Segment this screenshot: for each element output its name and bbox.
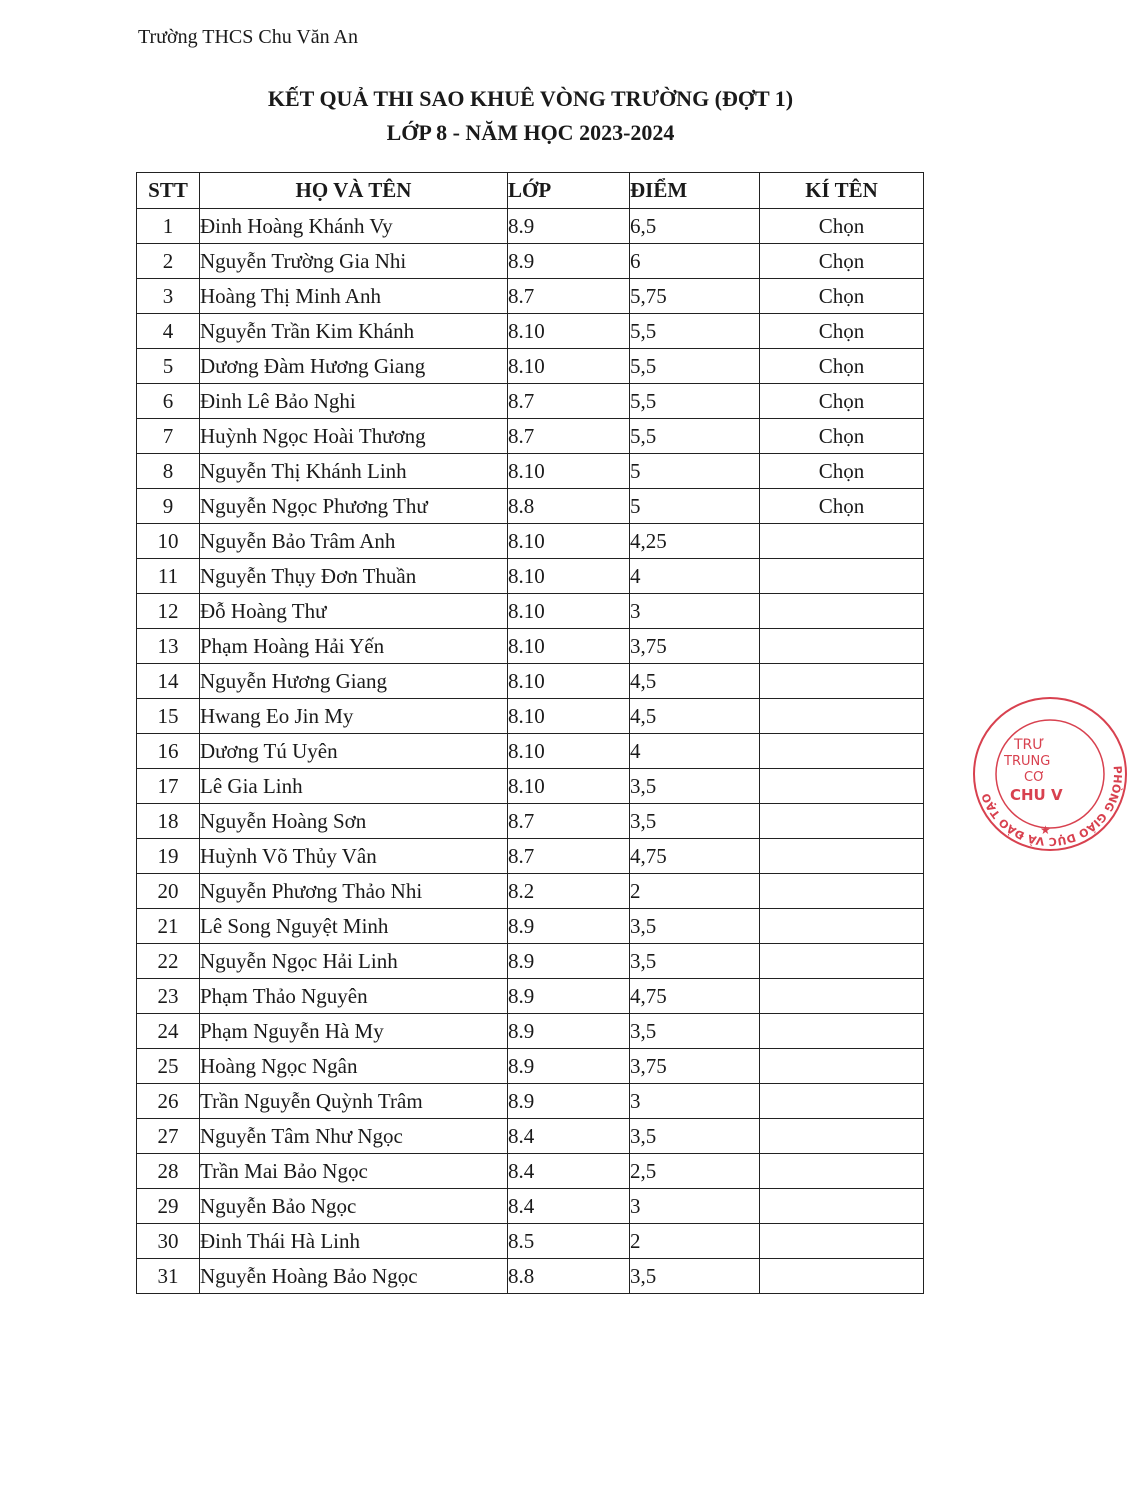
table-row bbox=[137, 874, 924, 909]
cell-stt: 3 bbox=[137, 279, 200, 314]
cell-score: 3,75 bbox=[630, 629, 760, 664]
cell-score: 3,5 bbox=[630, 944, 760, 979]
cell-score: 2 bbox=[630, 874, 760, 909]
cell-sign bbox=[760, 524, 924, 559]
table-row bbox=[137, 769, 924, 804]
cell-stt: 13 bbox=[137, 629, 200, 664]
cell-sign bbox=[760, 734, 924, 769]
cell-stt: 29 bbox=[137, 1189, 200, 1224]
cell-sign: Chọn bbox=[760, 349, 924, 384]
cell-score: 3 bbox=[630, 1189, 760, 1224]
cell-sign: Chọn bbox=[760, 384, 924, 419]
table-row bbox=[137, 1154, 924, 1189]
cell-class: 8.7 bbox=[508, 419, 630, 454]
cell-class: 8.4 bbox=[508, 1189, 630, 1224]
cell-stt: 10 bbox=[137, 524, 200, 559]
table-row bbox=[137, 1259, 924, 1294]
header-sign: KÍ TÊN bbox=[760, 173, 924, 209]
cell-name: Nguyễn Phương Thảo Nhi bbox=[200, 874, 508, 909]
cell-stt: 24 bbox=[137, 1014, 200, 1049]
cell-stt: 17 bbox=[137, 769, 200, 804]
cell-class: 8.8 bbox=[508, 489, 630, 524]
cell-name: Lê Gia Linh bbox=[200, 769, 508, 804]
cell-score: 3,5 bbox=[630, 804, 760, 839]
cell-name: Trần Mai Bảo Ngọc bbox=[200, 1154, 508, 1189]
table-row bbox=[137, 244, 924, 279]
cell-name: Huỳnh Võ Thủy Vân bbox=[200, 839, 508, 874]
cell-stt: 28 bbox=[137, 1154, 200, 1189]
cell-class: 8.2 bbox=[508, 874, 630, 909]
table-row bbox=[137, 1189, 924, 1224]
cell-score: 2,5 bbox=[630, 1154, 760, 1189]
cell-class: 8.9 bbox=[508, 244, 630, 279]
table-row bbox=[137, 314, 924, 349]
cell-stt: 8 bbox=[137, 454, 200, 489]
cell-score: 5,5 bbox=[630, 419, 760, 454]
cell-sign bbox=[760, 1084, 924, 1119]
header-score: ĐIỂM bbox=[630, 173, 760, 209]
cell-score: 4,5 bbox=[630, 699, 760, 734]
table-row bbox=[137, 699, 924, 734]
cell-class: 8.10 bbox=[508, 769, 630, 804]
cell-name: Hoàng Thị Minh Anh bbox=[200, 279, 508, 314]
cell-sign: Chọn bbox=[760, 209, 924, 244]
header-class: LỚP bbox=[508, 173, 630, 209]
document-title: KẾT QUẢ THI SAO KHUÊ VÒNG TRƯỜNG (ĐỢT 1) bbox=[267, 86, 794, 111]
cell-class: 8.9 bbox=[508, 1084, 630, 1119]
cell-name: Nguyễn Ngọc Hải Linh bbox=[200, 944, 508, 979]
cell-class: 8.10 bbox=[508, 629, 630, 664]
cell-class: 8.10 bbox=[508, 349, 630, 384]
cell-name: Lê Song Nguyệt Minh bbox=[200, 909, 508, 944]
cell-stt: 15 bbox=[137, 699, 200, 734]
cell-name: Nguyễn Hương Giang bbox=[200, 664, 508, 699]
table-row bbox=[137, 664, 924, 699]
cell-score: 5 bbox=[630, 454, 760, 489]
cell-sign bbox=[760, 1049, 924, 1084]
cell-name: Nguyễn Tâm Như Ngọc bbox=[200, 1119, 508, 1154]
table-row bbox=[137, 909, 924, 944]
cell-class: 8.10 bbox=[508, 594, 630, 629]
table-row bbox=[137, 279, 924, 314]
stamp-ring-text: PHÒNG GIÁO DỤC VÀ ĐÀO TẠO bbox=[979, 765, 1125, 849]
cell-sign bbox=[760, 944, 924, 979]
cell-class: 8.7 bbox=[508, 804, 630, 839]
table-row bbox=[137, 804, 924, 839]
cell-sign: Chọn bbox=[760, 279, 924, 314]
cell-class: 8.10 bbox=[508, 314, 630, 349]
cell-sign: Chọn bbox=[760, 244, 924, 279]
cell-name: Đinh Hoàng Khánh Vy bbox=[200, 209, 508, 244]
cell-score: 3,75 bbox=[630, 1049, 760, 1084]
cell-name: Phạm Hoàng Hải Yến bbox=[200, 629, 508, 664]
cell-sign: Chọn bbox=[760, 314, 924, 349]
table-row bbox=[137, 1049, 924, 1084]
table-body bbox=[137, 209, 924, 1294]
stamp-line-1: TRƯ bbox=[1014, 737, 1045, 753]
cell-stt: 6 bbox=[137, 384, 200, 419]
cell-class: 8.7 bbox=[508, 279, 630, 314]
cell-sign bbox=[760, 699, 924, 734]
cell-stt: 31 bbox=[137, 1259, 200, 1294]
cell-name: Đinh Thái Hà Linh bbox=[200, 1224, 508, 1259]
cell-class: 8.9 bbox=[508, 909, 630, 944]
cell-stt: 22 bbox=[137, 944, 200, 979]
cell-class: 8.7 bbox=[508, 384, 630, 419]
table-row bbox=[137, 1084, 924, 1119]
cell-stt: 5 bbox=[137, 349, 200, 384]
results-table bbox=[136, 172, 924, 1294]
cell-stt: 25 bbox=[137, 1049, 200, 1084]
cell-name: Nguyễn Bảo Trâm Anh bbox=[200, 524, 508, 559]
cell-score: 4,5 bbox=[630, 664, 760, 699]
cell-class: 8.10 bbox=[508, 734, 630, 769]
cell-sign: Chọn bbox=[760, 454, 924, 489]
document-subtitle: LỚP 8 - NĂM HỌC 2023-2024 bbox=[386, 120, 675, 145]
cell-stt: 4 bbox=[137, 314, 200, 349]
cell-class: 8.4 bbox=[508, 1154, 630, 1189]
cell-score: 3,5 bbox=[630, 1014, 760, 1049]
cell-class: 8.7 bbox=[508, 839, 630, 874]
cell-score: 6,5 bbox=[630, 209, 760, 244]
cell-stt: 11 bbox=[137, 559, 200, 594]
cell-sign bbox=[760, 1014, 924, 1049]
cell-score: 3,5 bbox=[630, 1119, 760, 1154]
cell-stt: 26 bbox=[137, 1084, 200, 1119]
cell-class: 8.10 bbox=[508, 454, 630, 489]
cell-class: 8.10 bbox=[508, 524, 630, 559]
cell-name: Nguyễn Thị Khánh Linh bbox=[200, 454, 508, 489]
cell-name: Hwang Eo Jin My bbox=[200, 699, 508, 734]
cell-score: 4,75 bbox=[630, 979, 760, 1014]
cell-name: Nguyễn Trần Kim Khánh bbox=[200, 314, 508, 349]
table-row bbox=[137, 944, 924, 979]
cell-score: 6 bbox=[630, 244, 760, 279]
cell-score: 4,75 bbox=[630, 839, 760, 874]
cell-name: Đinh Lê Bảo Nghi bbox=[200, 384, 508, 419]
cell-class: 8.9 bbox=[508, 1049, 630, 1084]
cell-score: 3,5 bbox=[630, 909, 760, 944]
table-row bbox=[137, 419, 924, 454]
cell-score: 3 bbox=[630, 1084, 760, 1119]
cell-sign bbox=[760, 1154, 924, 1189]
stamp-line-2: TRUNG bbox=[1004, 754, 1051, 769]
table-row bbox=[137, 454, 924, 489]
cell-class: 8.9 bbox=[508, 209, 630, 244]
cell-sign bbox=[760, 1259, 924, 1294]
cell-name: Nguyễn Bảo Ngọc bbox=[200, 1189, 508, 1224]
stamp-line-3: CƠ bbox=[1024, 770, 1045, 785]
cell-score: 4,25 bbox=[630, 524, 760, 559]
cell-name: Phạm Nguyễn Hà My bbox=[200, 1014, 508, 1049]
cell-name: Nguyễn Trường Gia Nhi bbox=[200, 244, 508, 279]
cell-stt: 23 bbox=[137, 979, 200, 1014]
table-header-row bbox=[137, 173, 924, 209]
cell-class: 8.9 bbox=[508, 944, 630, 979]
cell-class: 8.8 bbox=[508, 1259, 630, 1294]
cell-stt: 2 bbox=[137, 244, 200, 279]
header-stt: STT bbox=[137, 173, 200, 209]
cell-class: 8.5 bbox=[508, 1224, 630, 1259]
cell-sign bbox=[760, 1224, 924, 1259]
cell-stt: 30 bbox=[137, 1224, 200, 1259]
cell-class: 8.10 bbox=[508, 699, 630, 734]
cell-sign bbox=[760, 1189, 924, 1224]
table-row bbox=[137, 1014, 924, 1049]
table-row bbox=[137, 1119, 924, 1154]
table-row bbox=[137, 1224, 924, 1259]
cell-name: Nguyễn Ngọc Phương Thư bbox=[200, 489, 508, 524]
cell-score: 3,5 bbox=[630, 769, 760, 804]
cell-class: 8.4 bbox=[508, 1119, 630, 1154]
cell-sign bbox=[760, 804, 924, 839]
table-row bbox=[137, 349, 924, 384]
cell-score: 4 bbox=[630, 734, 760, 769]
cell-name: Dương Tú Uyên bbox=[200, 734, 508, 769]
cell-sign bbox=[760, 1119, 924, 1154]
cell-stt: 21 bbox=[137, 909, 200, 944]
cell-score: 3,5 bbox=[630, 1259, 760, 1294]
table-row bbox=[137, 524, 924, 559]
cell-score: 5,75 bbox=[630, 279, 760, 314]
cell-stt: 20 bbox=[137, 874, 200, 909]
cell-sign: Chọn bbox=[760, 419, 924, 454]
cell-stt: 19 bbox=[137, 839, 200, 874]
cell-sign bbox=[760, 839, 924, 874]
cell-stt: 16 bbox=[137, 734, 200, 769]
cell-name: Huỳnh Ngọc Hoài Thương bbox=[200, 419, 508, 454]
cell-sign bbox=[760, 979, 924, 1014]
table-row bbox=[137, 594, 924, 629]
cell-name: Hoàng Ngọc Ngân bbox=[200, 1049, 508, 1084]
cell-stt: 18 bbox=[137, 804, 200, 839]
cell-name: Dương Đàm Hương Giang bbox=[200, 349, 508, 384]
cell-sign bbox=[760, 594, 924, 629]
school-name: Trường THCS Chu Văn An bbox=[138, 26, 358, 48]
table-row bbox=[137, 384, 924, 419]
cell-score: 5,5 bbox=[630, 384, 760, 419]
cell-sign bbox=[760, 769, 924, 804]
cell-score: 5,5 bbox=[630, 349, 760, 384]
header-name: HỌ VÀ TÊN bbox=[200, 173, 508, 209]
cell-score: 3 bbox=[630, 594, 760, 629]
svg-text:PHÒNG GIÁO DỤC VÀ ĐÀO TẠO bbox=[979, 765, 1124, 848]
cell-stt: 9 bbox=[137, 489, 200, 524]
stamp-line-4: CHU V bbox=[1010, 786, 1063, 804]
table-row bbox=[137, 489, 924, 524]
cell-name: Trần Nguyễn Quỳnh Trâm bbox=[200, 1084, 508, 1119]
cell-class: 8.10 bbox=[508, 664, 630, 699]
cell-score: 2 bbox=[630, 1224, 760, 1259]
cell-stt: 12 bbox=[137, 594, 200, 629]
cell-name: Nguyễn Hoàng Bảo Ngọc bbox=[200, 1259, 508, 1294]
cell-name: Đỗ Hoàng Thư bbox=[200, 594, 508, 629]
cell-name: Nguyễn Thụy Đơn Thuần bbox=[200, 559, 508, 594]
cell-stt: 1 bbox=[137, 209, 200, 244]
table-row bbox=[137, 209, 924, 244]
cell-name: Phạm Thảo Nguyên bbox=[200, 979, 508, 1014]
table-row bbox=[137, 734, 924, 769]
school-stamp bbox=[970, 694, 1130, 854]
cell-class: 8.9 bbox=[508, 979, 630, 1014]
cell-stt: 27 bbox=[137, 1119, 200, 1154]
cell-sign bbox=[760, 909, 924, 944]
cell-stt: 14 bbox=[137, 664, 200, 699]
cell-score: 5 bbox=[630, 489, 760, 524]
cell-sign bbox=[760, 559, 924, 594]
cell-sign: Chọn bbox=[760, 489, 924, 524]
table-row bbox=[137, 559, 924, 594]
cell-class: 8.10 bbox=[508, 559, 630, 594]
cell-sign bbox=[760, 664, 924, 699]
table-row bbox=[137, 629, 924, 664]
cell-sign bbox=[760, 874, 924, 909]
cell-sign bbox=[760, 629, 924, 664]
table-row bbox=[137, 839, 924, 874]
cell-score: 5,5 bbox=[630, 314, 760, 349]
cell-score: 4 bbox=[630, 559, 760, 594]
table-row bbox=[137, 979, 924, 1014]
cell-name: Nguyễn Hoàng Sơn bbox=[200, 804, 508, 839]
stamp-star-icon: ★ bbox=[1040, 823, 1051, 837]
cell-class: 8.9 bbox=[508, 1014, 630, 1049]
cell-stt: 7 bbox=[137, 419, 200, 454]
